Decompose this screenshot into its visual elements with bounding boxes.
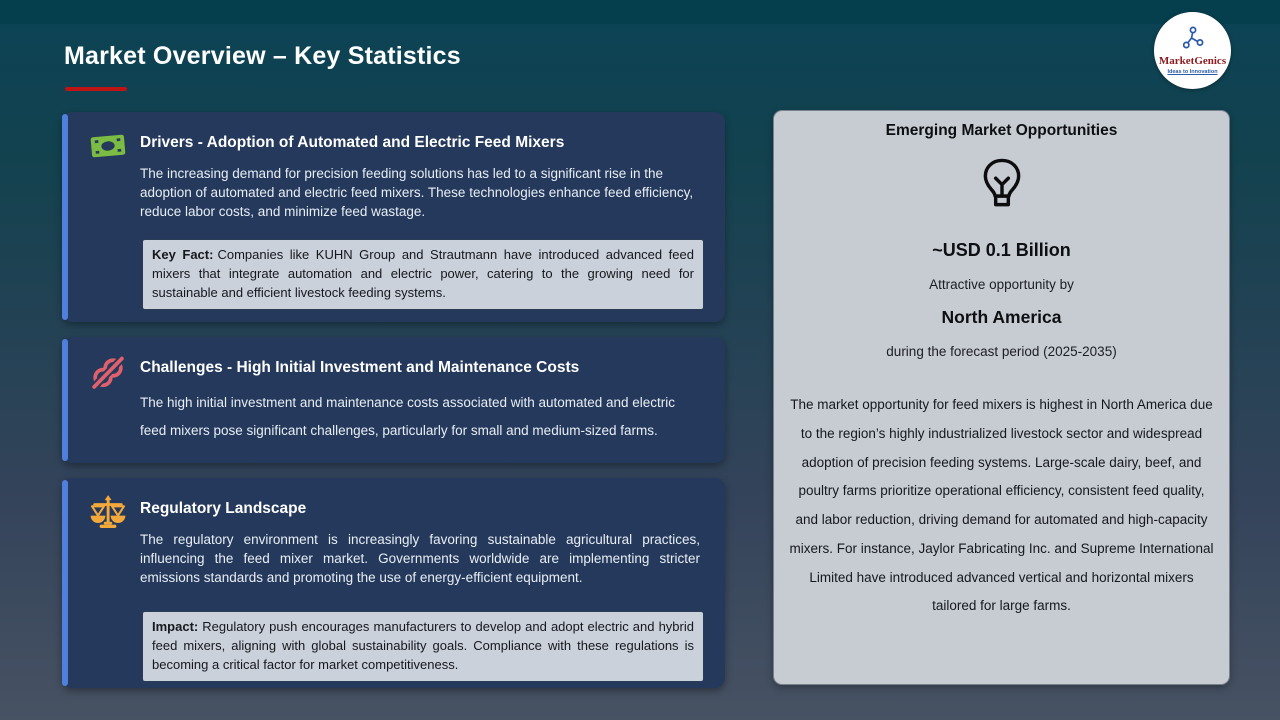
logo-tagline: Ideas to Innovation <box>1167 68 1218 75</box>
drivers-card <box>62 112 725 322</box>
challenges-card <box>62 337 725 463</box>
key-fact-text: Companies like KUHN Group and Strautmann have introduced advanced feed mixers that integrate automation and electric power, catering to the growing need for sustainable and efficient livestock feeding systems. <box>152 247 694 300</box>
opportunity-value: ~USD 0.1 Billion <box>932 240 1071 260</box>
impact-text: Regulatory push encourages manufacturers to develop and adopt electric and hybrid feed mixers, aligning with global sustainability goals. Compliance with these regulations is becoming a critical factor for market competitiveness. <box>152 619 694 672</box>
page-title: Market Overview – Key Statistics <box>64 42 461 70</box>
regulatory-card-title: Regulatory Landscape <box>140 500 307 517</box>
drivers-card-title: Drivers - Adoption of Automated and Electric Feed Mixers <box>140 134 565 151</box>
opportunity-period: during the forecast period (2025-2035) <box>886 344 1117 359</box>
regulatory-card <box>62 478 725 688</box>
opportunity-description: The market opportunity for feed mixers is highest in North America due to the region’s highly industrialized livestock sector and widespread adoption of precision feeding systems. Large-scale dairy, beef, and poultry farms prioritize operational efficiency, consistent feed quality, and labor reduction, driving demand for automated and high-capacity mixers. For instance, Jaylor Fabricating Inc. and Supreme International Limited have introduced advanced vertical and horizontal mixers tailored for large farms. <box>789 397 1214 614</box>
regulatory-card-body: The regulatory environment is increasingly favoring sustainable agricultural practices, influencing the feed mixer market. Governments worldwide are implementing stricter emissions standards and promoting the use of energy-efficient equipment. <box>140 532 700 586</box>
challenges-card-title: Challenges - High Initial Investment and Maintenance Costs <box>140 359 580 376</box>
scales-icon <box>88 494 128 534</box>
molecule-icon <box>1180 26 1206 55</box>
challenges-card-body: The high initial investment and maintenance costs associated with automated and electric feed mixers pose significant challenges, particularly for small and medium-sized farms. <box>140 395 676 439</box>
key-fact-callout <box>142 239 704 310</box>
opportunity-region: North America <box>941 307 1062 327</box>
top-band <box>0 0 1280 24</box>
banknote-icon <box>88 128 128 168</box>
opportunity-panel <box>773 110 1230 685</box>
key-fact-label: Key Fact: <box>152 247 214 262</box>
drivers-card-body: The increasing demand for precision feeding solutions has led to a significant rise in the adoption of automated and electric feed mixers. These technologies enhance feed efficiency, reduce labor costs, and minimize feed wastage. <box>140 166 694 220</box>
impact-label: Impact: <box>152 619 199 634</box>
lightbulb-icon <box>976 157 1028 219</box>
impact-callout <box>142 611 704 682</box>
broken-link-icon <box>88 353 128 393</box>
logo <box>1154 12 1231 89</box>
title-underline <box>65 87 127 91</box>
opportunity-panel-title: Emerging Market Opportunities <box>885 122 1118 139</box>
opportunity-subtitle: Attractive opportunity by <box>929 277 1074 292</box>
logo-name: MarketGenics <box>1158 55 1227 68</box>
